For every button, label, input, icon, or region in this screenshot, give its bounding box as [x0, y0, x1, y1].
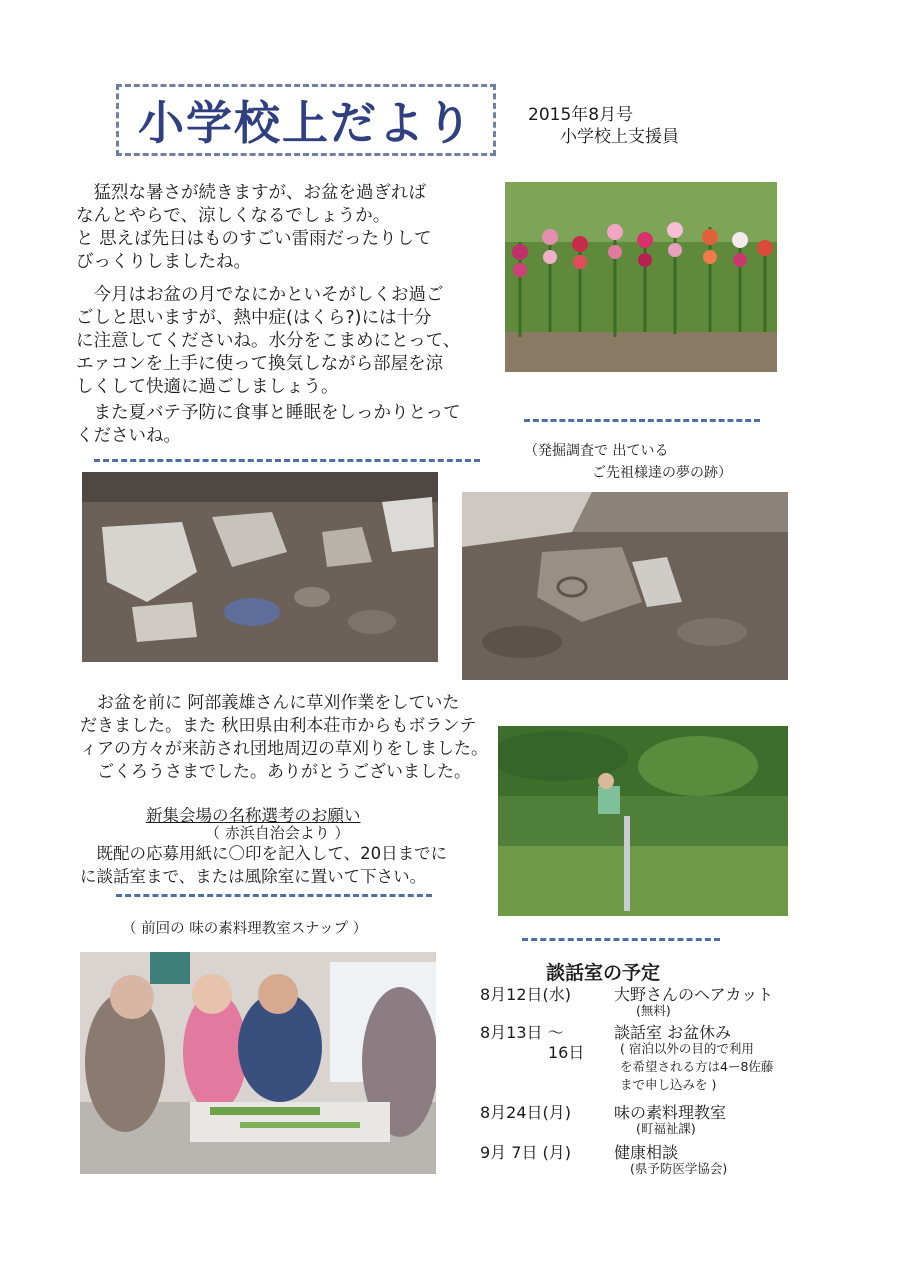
schedule-event: 味の素料理教室: [614, 1103, 727, 1122]
schedule-note: (町福祉課): [636, 1121, 696, 1136]
schedule-note: ( 宿泊以外の目的で利用 を希望される方は4ー8佐藤 まで申し込みを ): [620, 1041, 774, 1092]
separator: [94, 459, 480, 462]
separator: [116, 894, 432, 897]
schedule-date: 8月13日 ～: [480, 1023, 564, 1042]
excavation-photo-1: [82, 472, 438, 662]
cooking-class-photo: [80, 952, 436, 1174]
schedule-date: 8月12日(水): [480, 985, 572, 1004]
issue-date: 2015年8月号: [528, 105, 634, 125]
schedule-note: (無料): [636, 1003, 671, 1018]
schedule-event: 談話室 お盆休み: [614, 1023, 732, 1042]
schedule-event: 健康相談: [614, 1143, 679, 1162]
mowing-photo: [498, 726, 788, 916]
schedule-date-end: 16日: [548, 1043, 585, 1062]
schedule-event: 大野さんのヘアカット: [614, 985, 774, 1004]
intro-paragraph-2: 今月はお盆の月でなにかといそがしくお過ご ごしと思いますが、熱中症(はくら?)には十分 に注意してくださいね。水分をこまめにとって、 エァコンを上手に使って換気しながら部屋を涼 しくして快適に過ごしましょう。: [76, 285, 461, 397]
separator: [524, 419, 760, 422]
separator: [522, 938, 720, 941]
intro-paragraph-3: また夏バテ予防に食事と睡眠をしっかりとって くださいね。: [76, 403, 461, 446]
newsletter-title: 小学校上だより: [138, 96, 474, 150]
schedule-title: 談話室の予定: [546, 962, 661, 984]
gladiolus-photo: [505, 182, 777, 372]
excavation-caption-1: （発掘調査で 出ている: [524, 443, 669, 459]
mowing-text: お盆を前に 阿部義雄さんに草刈作業をしていた だきました。また 秋田県由利本荘市からもボランテ ィアの方々が来訪され団地周辺の草刈りをしました。 ごくろうさまでした。ありがとうございました。: [80, 693, 488, 782]
cooking-caption: （ 前回の 味の素料理教室スナップ ）: [122, 921, 368, 937]
excavation-photo-2: [462, 492, 788, 680]
title-box: [116, 84, 496, 156]
schedule-note: (県予防医学協会): [630, 1161, 728, 1176]
notice-title: 新集会場の名称選考のお願い: [146, 806, 361, 825]
excavation-caption-2: ご先祖様達の夢の跡）: [592, 465, 732, 481]
notice-body: 既配の応募用紙に〇印を記入して、20日までに に談話室まで、または風除室に置いて下さい。: [80, 844, 448, 886]
schedule-date: 9月 7日 (月): [480, 1143, 572, 1162]
issuer: 小学校上支援員: [560, 127, 679, 147]
schedule-date: 8月24日(月): [480, 1103, 572, 1122]
notice-subtitle: （ 赤浜自治会より ）: [205, 824, 350, 842]
intro-paragraph-1: 猛烈な暑さが続きますが、お盆を過ぎれば なんとやらで、涼しくなるでしょうか。 と 思えば先日はものすごい雷雨だったりして びっくりしましたね。: [76, 183, 432, 272]
